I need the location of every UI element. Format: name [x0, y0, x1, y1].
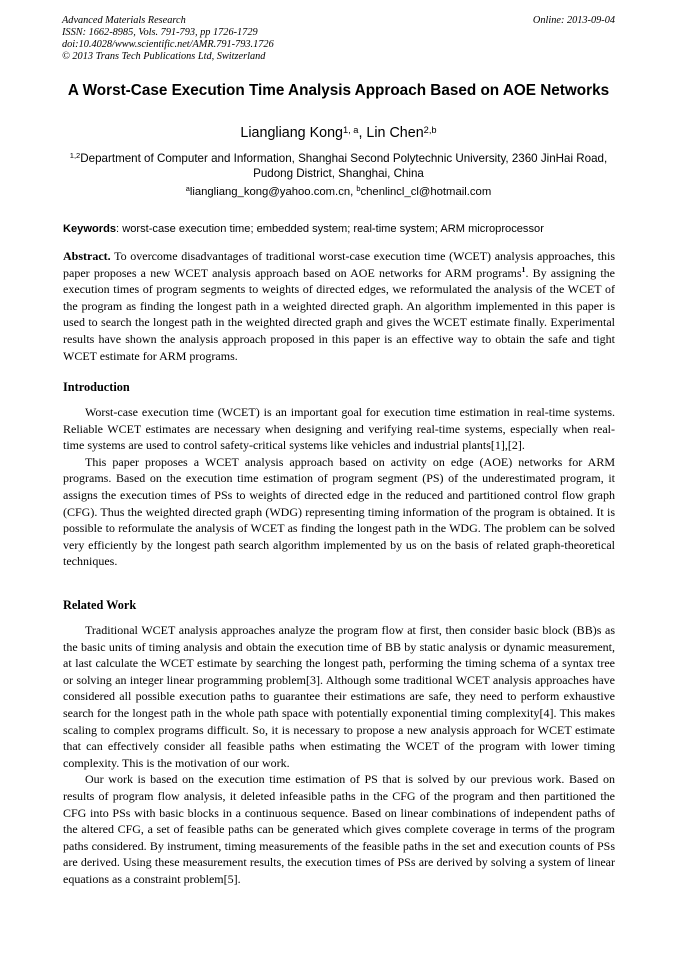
- abstract: [63, 248, 615, 364]
- doi-line: doi:10.4028/www.scientific.net/AMR.791-793.1726: [62, 39, 274, 50]
- keywords: [63, 222, 616, 236]
- author-1-name: Liangliang Kong: [240, 125, 343, 141]
- paper-title: A Worst-Case Execution Time Analysis Approach Based on AOE Networks: [67, 82, 610, 99]
- affiliation-sup: 1,2: [69, 151, 81, 160]
- related-work-section: [63, 622, 615, 888]
- journal-header: [62, 15, 442, 63]
- abstract-text-1: To overcome disadvantages of traditional worst-case execution time (WCET) analysis approaches, this paper proposes a new WCET analysis approach based on AOE networks for ARM programs: [63, 249, 615, 280]
- keywords-label: Keywords: [63, 223, 117, 235]
- email-line: [62, 185, 615, 199]
- section-heading-introduction: Introduction: [63, 380, 130, 394]
- journal-name: Advanced Materials Research: [62, 15, 186, 26]
- related-paragraph-1: Traditional WCET analysis approaches analyze the program flow at first, then consider basic block (BB)s as the basic units of timing analysis and obtain the execution time of BB by static analysis or dynamic measurement, at last calculate the WCET estimate by searching the longest path, performing the timing schema of a syntax tree or solving an integer linear programming problem[3]. Although some traditional WCET analysis approaches have considered all possible execution paths to guarantee their estimations are safe, they need to perform exhaustive search for the longest path in the whole path space with potentially exponential timing complexity[4]. This makes scaling to complex programs difficult. So, it is necessary to propose a new analysis approach for WCET estimate that can effectively consider all feasible paths when estimating the WCET of the program with lower timing complexity. This is the motivation of our work.: [63, 623, 615, 770]
- email-a-sup: a: [185, 184, 190, 193]
- author-line: [62, 124, 615, 142]
- keywords-text: : worst-case execution time; embedded system; real-time system; ARM microprocessor: [116, 223, 544, 235]
- abstract-sup: 1: [521, 264, 526, 274]
- introduction-section: [63, 404, 615, 570]
- section-heading-related-work: Related Work: [63, 598, 137, 612]
- abstract-text-2: . By assigning the execution times of program segments to weights of directed edges, we reformulated the analysis of the WCET of the program as finding the longest path in a weighted directed graph. An algorithm implemented in this paper is used to search the longest path in the weighted directed graph and gives the WCET estimate finally. Experimental results have shown the analysis approach proposed in this paper is an effective way to obtain the safe and tight WCET estimate for ARM programs.: [63, 265, 615, 363]
- email-a[interactable]: liangliang_kong@yahoo.com.cn,: [189, 186, 357, 198]
- affiliation-text: Department of Computer and Information, Shanghai Second Polytechnic University, 2360 JinHai Road, Pudong District, Shanghai, China: [80, 152, 608, 180]
- online-date: Online: 2013-09-04: [532, 15, 615, 26]
- author-separator: ,: [358, 125, 367, 141]
- copyright-line: © 2013 Trans Tech Publications Ltd, Switzerland: [62, 51, 266, 62]
- abstract-label: Abstract.: [63, 249, 111, 263]
- author-2-name: Lin Chen: [366, 125, 424, 141]
- email-b[interactable]: chenlincl_cl@hotmail.com: [360, 186, 492, 198]
- author-2-sup: 2,b: [423, 125, 437, 135]
- affiliation: [62, 151, 615, 181]
- related-paragraph-2: Our work is based on the execution time estimation of PS that is solved by our previous work. Based on results of program flow analysis, it deleted infeasible paths in the CFG of the program and then partitioned the CFG into PSs with basic blocks in a continuous sequence. Based on linear combinations of independent paths of the altered CFG, a set of feasible paths can be generated which gives complete coverage in terms of the program paths considered. By instrument, timing measurements of the feasible paths in the set and execution counts of PSs are derived. Using these measurement results, the execution times of PSs are derived by solving a system of linear equations as a constraint problem[5].: [63, 772, 615, 886]
- abstract-paragraph: [63, 248, 615, 364]
- issn-line: ISSN: 1662-8985, Vols. 791-793, pp 1726-1729: [62, 27, 258, 38]
- intro-paragraph-2: This paper proposes a WCET analysis approach based on activity on edge (AOE) networks for ARM programs. Based on the execution time estimation of program segment (PS) of the underestimated program, it assigns the execution times of PSs to weights of directed edge in the reduced and partitioned control flow graph (CFG). Thus the weighted directed graph (WDG) representing timing information of the program is obtained. It is possible to reformulate the analysis of WCET as finding the longest path in the WDG. The problem can be solved very efficiently by the longest path search algorithm implemented by us on the basis of related graph-theoretical techniques.: [63, 454, 615, 569]
- author-1-sup: 1, a: [342, 125, 359, 135]
- intro-paragraph-1: Worst-case execution time (WCET) is an important goal for execution time estimation in real-time systems. Reliable WCET estimates are necessary when designing and verifying real-time systems, especially when real-time systems are used to control safety-critical systems like vehicles and industrial plants[1],[2].: [63, 405, 615, 453]
- email-b-sup: b: [356, 184, 361, 193]
